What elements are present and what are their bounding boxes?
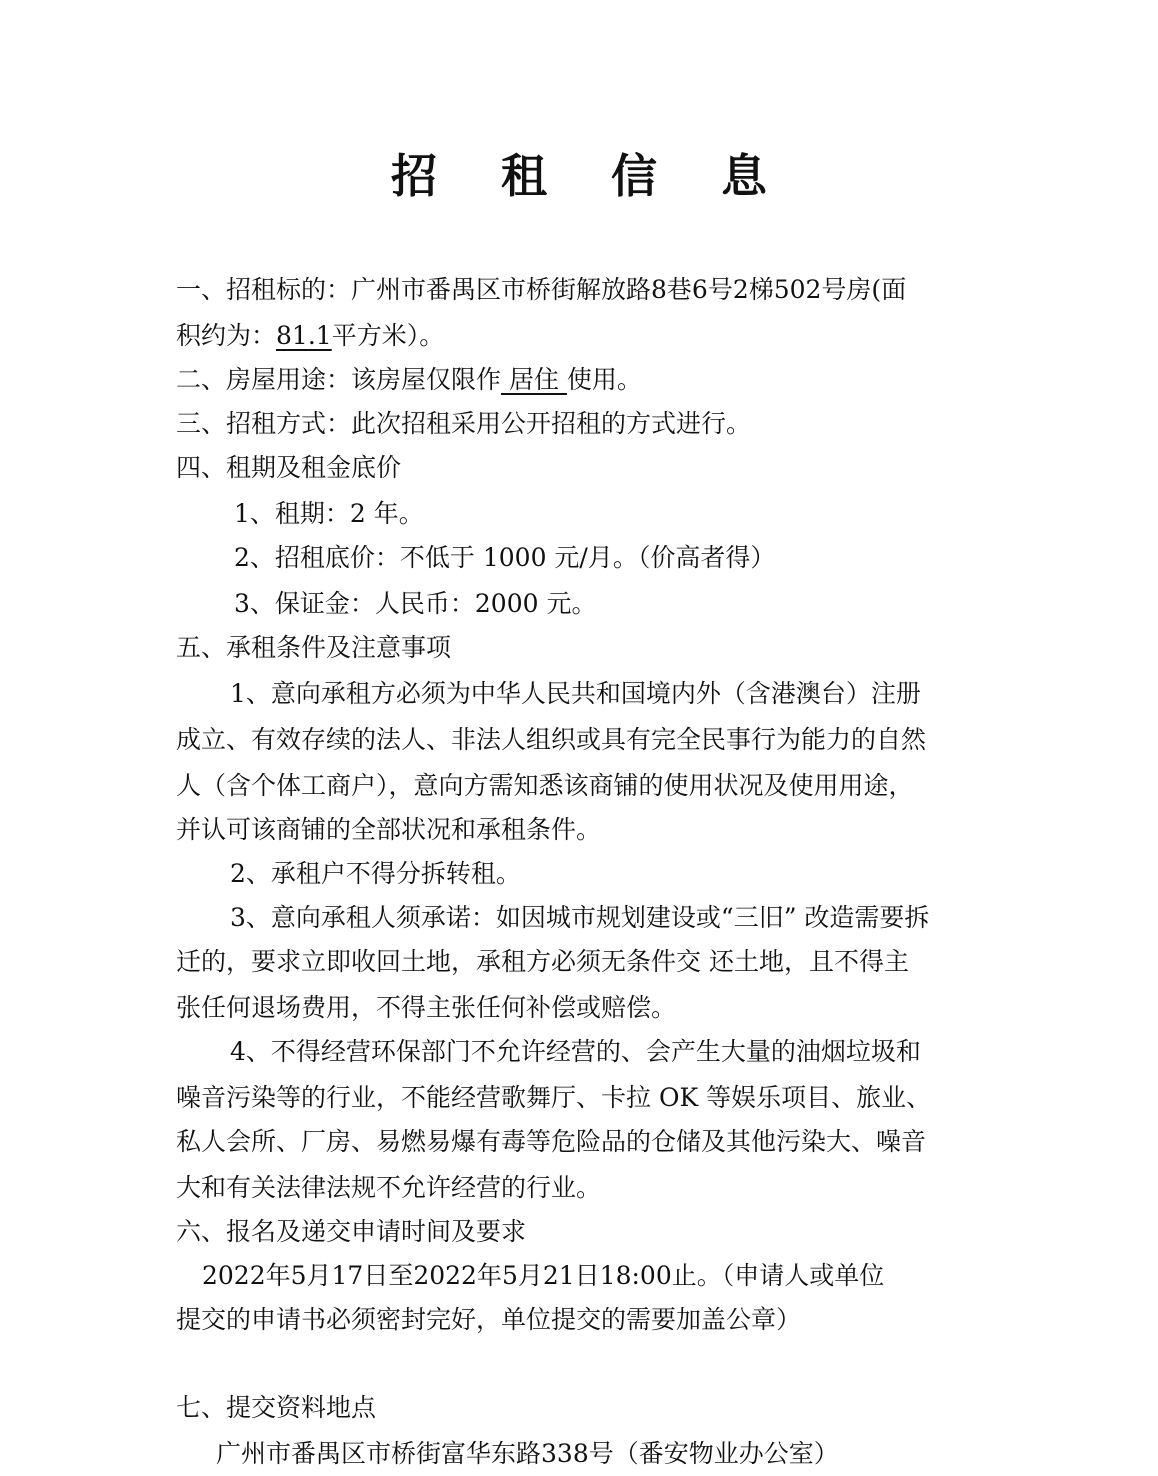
section-5-para-4-line-4: 大和有关法律法规不允许经营的行业。 bbox=[176, 1173, 602, 1202]
section-3-line: 三、招租方式：此次招租采用公开招租的方式进行。 bbox=[176, 409, 752, 438]
section-5-para-1-line-1: 1、意向承租方必须为中华人民共和国境内外（含港澳台）注册 bbox=[230, 679, 921, 708]
section-4-heading: 四、租期及租金底价 bbox=[176, 453, 402, 482]
section-2-label: 二、房屋用途：该房屋仅限作 bbox=[176, 365, 502, 394]
section-6-line-2: 提交的申请书必须密封完好，单位提交的需要加盖公章） bbox=[176, 1305, 802, 1334]
section-2-use-value: 居住 bbox=[501, 365, 567, 394]
section-5-para-1-line-2: 成立、有效存续的法人、非法人组织或具有完全民事行为能力的自然 bbox=[176, 725, 927, 754]
section-5-para-1-line-4: 并认可该商铺的全部状况和承租条件。 bbox=[176, 815, 602, 844]
section-7-heading: 七、提交资料地点 bbox=[176, 1393, 377, 1422]
section-7-address: 广州市番禺区市桥街富华东路338号（番安物业办公室） bbox=[216, 1439, 839, 1468]
section-4-item-3: 3、保证金：人民币：2000 元。 bbox=[234, 589, 597, 618]
section-1-area-unit: 平方米）。 bbox=[331, 321, 445, 350]
section-2-suffix: 使用。 bbox=[566, 365, 642, 394]
section-5-para-2: 2、承租户不得分拆转租。 bbox=[230, 859, 521, 888]
section-1-line-1: 一、招租标的：广州市番禺区市桥街解放路8巷6号2梯502号房(面 bbox=[176, 275, 907, 304]
section-5-para-3-line-3: 张任何退场费用，不得主张任何补偿或赔偿。 bbox=[176, 993, 677, 1022]
section-5-para-4-line-3: 私人会所、厂房、易燃易爆有毒等危险品的仓储及其他污染大、噪音 bbox=[176, 1127, 927, 1156]
section-4-item-1: 1、租期：2 年。 bbox=[234, 499, 424, 528]
section-5-para-4-line-2: 噪音污染等的行业，不能经营歌舞厅、卡拉 OK 等娱乐项目、旅业、 bbox=[176, 1083, 932, 1112]
section-4-item-2: 2、招租底价：不低于 1000 元/月。（价高者得） bbox=[234, 543, 776, 572]
section-6-line-1: 2022年5月17日至2022年5月21日18:00止。（申请人或单位 bbox=[202, 1261, 885, 1290]
section-2-line bbox=[176, 358, 642, 402]
section-5-para-4-line-1: 4、不得经营环保部门不允许经营的、会产生大量的油烟垃圾和 bbox=[230, 1037, 921, 1066]
section-5-para-1-line-3: 人（含个体工商户），意向方需知悉该商铺的使用状况及使用用途， bbox=[176, 771, 914, 800]
section-5-para-3-line-2: 迁的，要求立即收回土地，承租方必须无条件交 还土地，且不得主 bbox=[176, 947, 909, 976]
section-5-heading: 五、承租条件及注意事项 bbox=[176, 633, 452, 662]
page-title: 招 租 信 息 bbox=[390, 149, 792, 203]
section-6-heading: 六、报名及递交申请时间及要求 bbox=[176, 1217, 527, 1246]
section-5-para-3-line-1: 3、意向承租人须承诺：如因城市规划建设或“三旧” 改造需要拆 bbox=[230, 903, 930, 932]
section-1-area-label: 积约为： bbox=[176, 321, 277, 350]
section-1-area-value: 81.1 bbox=[276, 321, 332, 350]
section-1-line-2 bbox=[176, 314, 444, 358]
